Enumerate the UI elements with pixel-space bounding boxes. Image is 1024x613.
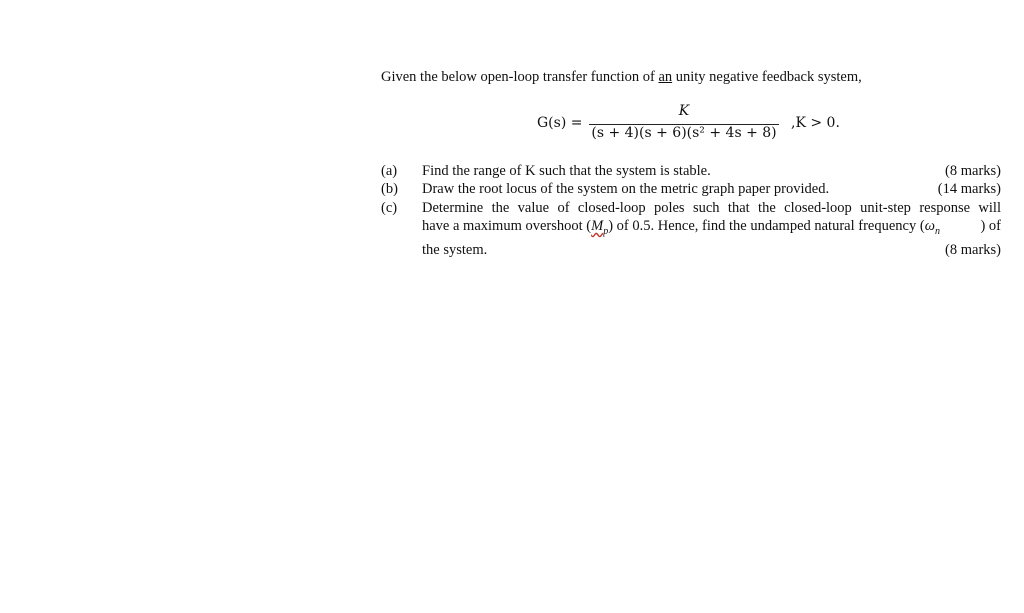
question-marks: (8 marks) <box>945 163 1001 179</box>
question-text-part: ) of 0.5. Hence, find the undamped natural frequency ( <box>608 217 925 234</box>
question-a <box>381 162 1001 180</box>
question-label: (c) <box>381 199 398 216</box>
question-text: Find the range of K such that the system is stable. <box>422 163 711 179</box>
question-line <box>422 180 1001 198</box>
intro-text-after: unity negative feedback system, <box>672 69 862 85</box>
question-b <box>381 180 1001 198</box>
question-marks: (14 marks) <box>937 181 1001 198</box>
question-text-part: ) of <box>980 217 1001 234</box>
natural-frequency-symbol <box>924 217 940 237</box>
question-c <box>381 199 1001 260</box>
question-line-2 <box>422 217 1001 241</box>
question-line-2-text <box>422 217 940 241</box>
intro-paragraph <box>381 68 862 86</box>
transfer-function-equation <box>537 100 857 148</box>
question-line-3 <box>422 241 1001 259</box>
question-label: (a) <box>381 163 398 179</box>
mp-main: M <box>591 217 604 234</box>
intro-underlined-word: an <box>658 69 673 85</box>
overshoot-symbol <box>591 217 609 237</box>
question-line-1: Determine the value of closed-loop poles such that the closed-loop unit-step response will <box>422 199 1001 216</box>
equation-denominator: (s + 4)(s + 6)(s² + 4s + 8) <box>591 125 777 141</box>
question-line <box>422 162 1001 180</box>
question-text: Draw the root locus of the system on the metric graph paper provided. <box>422 181 830 198</box>
equation-fraction <box>589 100 779 148</box>
question-body <box>422 199 1001 260</box>
wn-subscript: n <box>934 225 940 237</box>
question-marks: (8 marks) <box>945 242 1001 259</box>
question-body <box>422 162 1001 180</box>
question-list <box>381 162 1001 259</box>
mp-subscript: p <box>603 225 609 237</box>
equation-condition: ,K > 0. <box>791 115 840 131</box>
question-text-part: have a maximum overshoot ( <box>422 217 592 234</box>
question-label: (b) <box>381 181 398 198</box>
intro-text-before: Given the below open-loop transfer function of <box>381 69 659 85</box>
wn-main: ω <box>924 217 935 234</box>
equation-numerator: K <box>678 103 690 119</box>
equation-lhs: G(s) = <box>537 115 583 131</box>
question-body <box>422 180 1001 198</box>
question-text: the system. <box>422 242 488 259</box>
